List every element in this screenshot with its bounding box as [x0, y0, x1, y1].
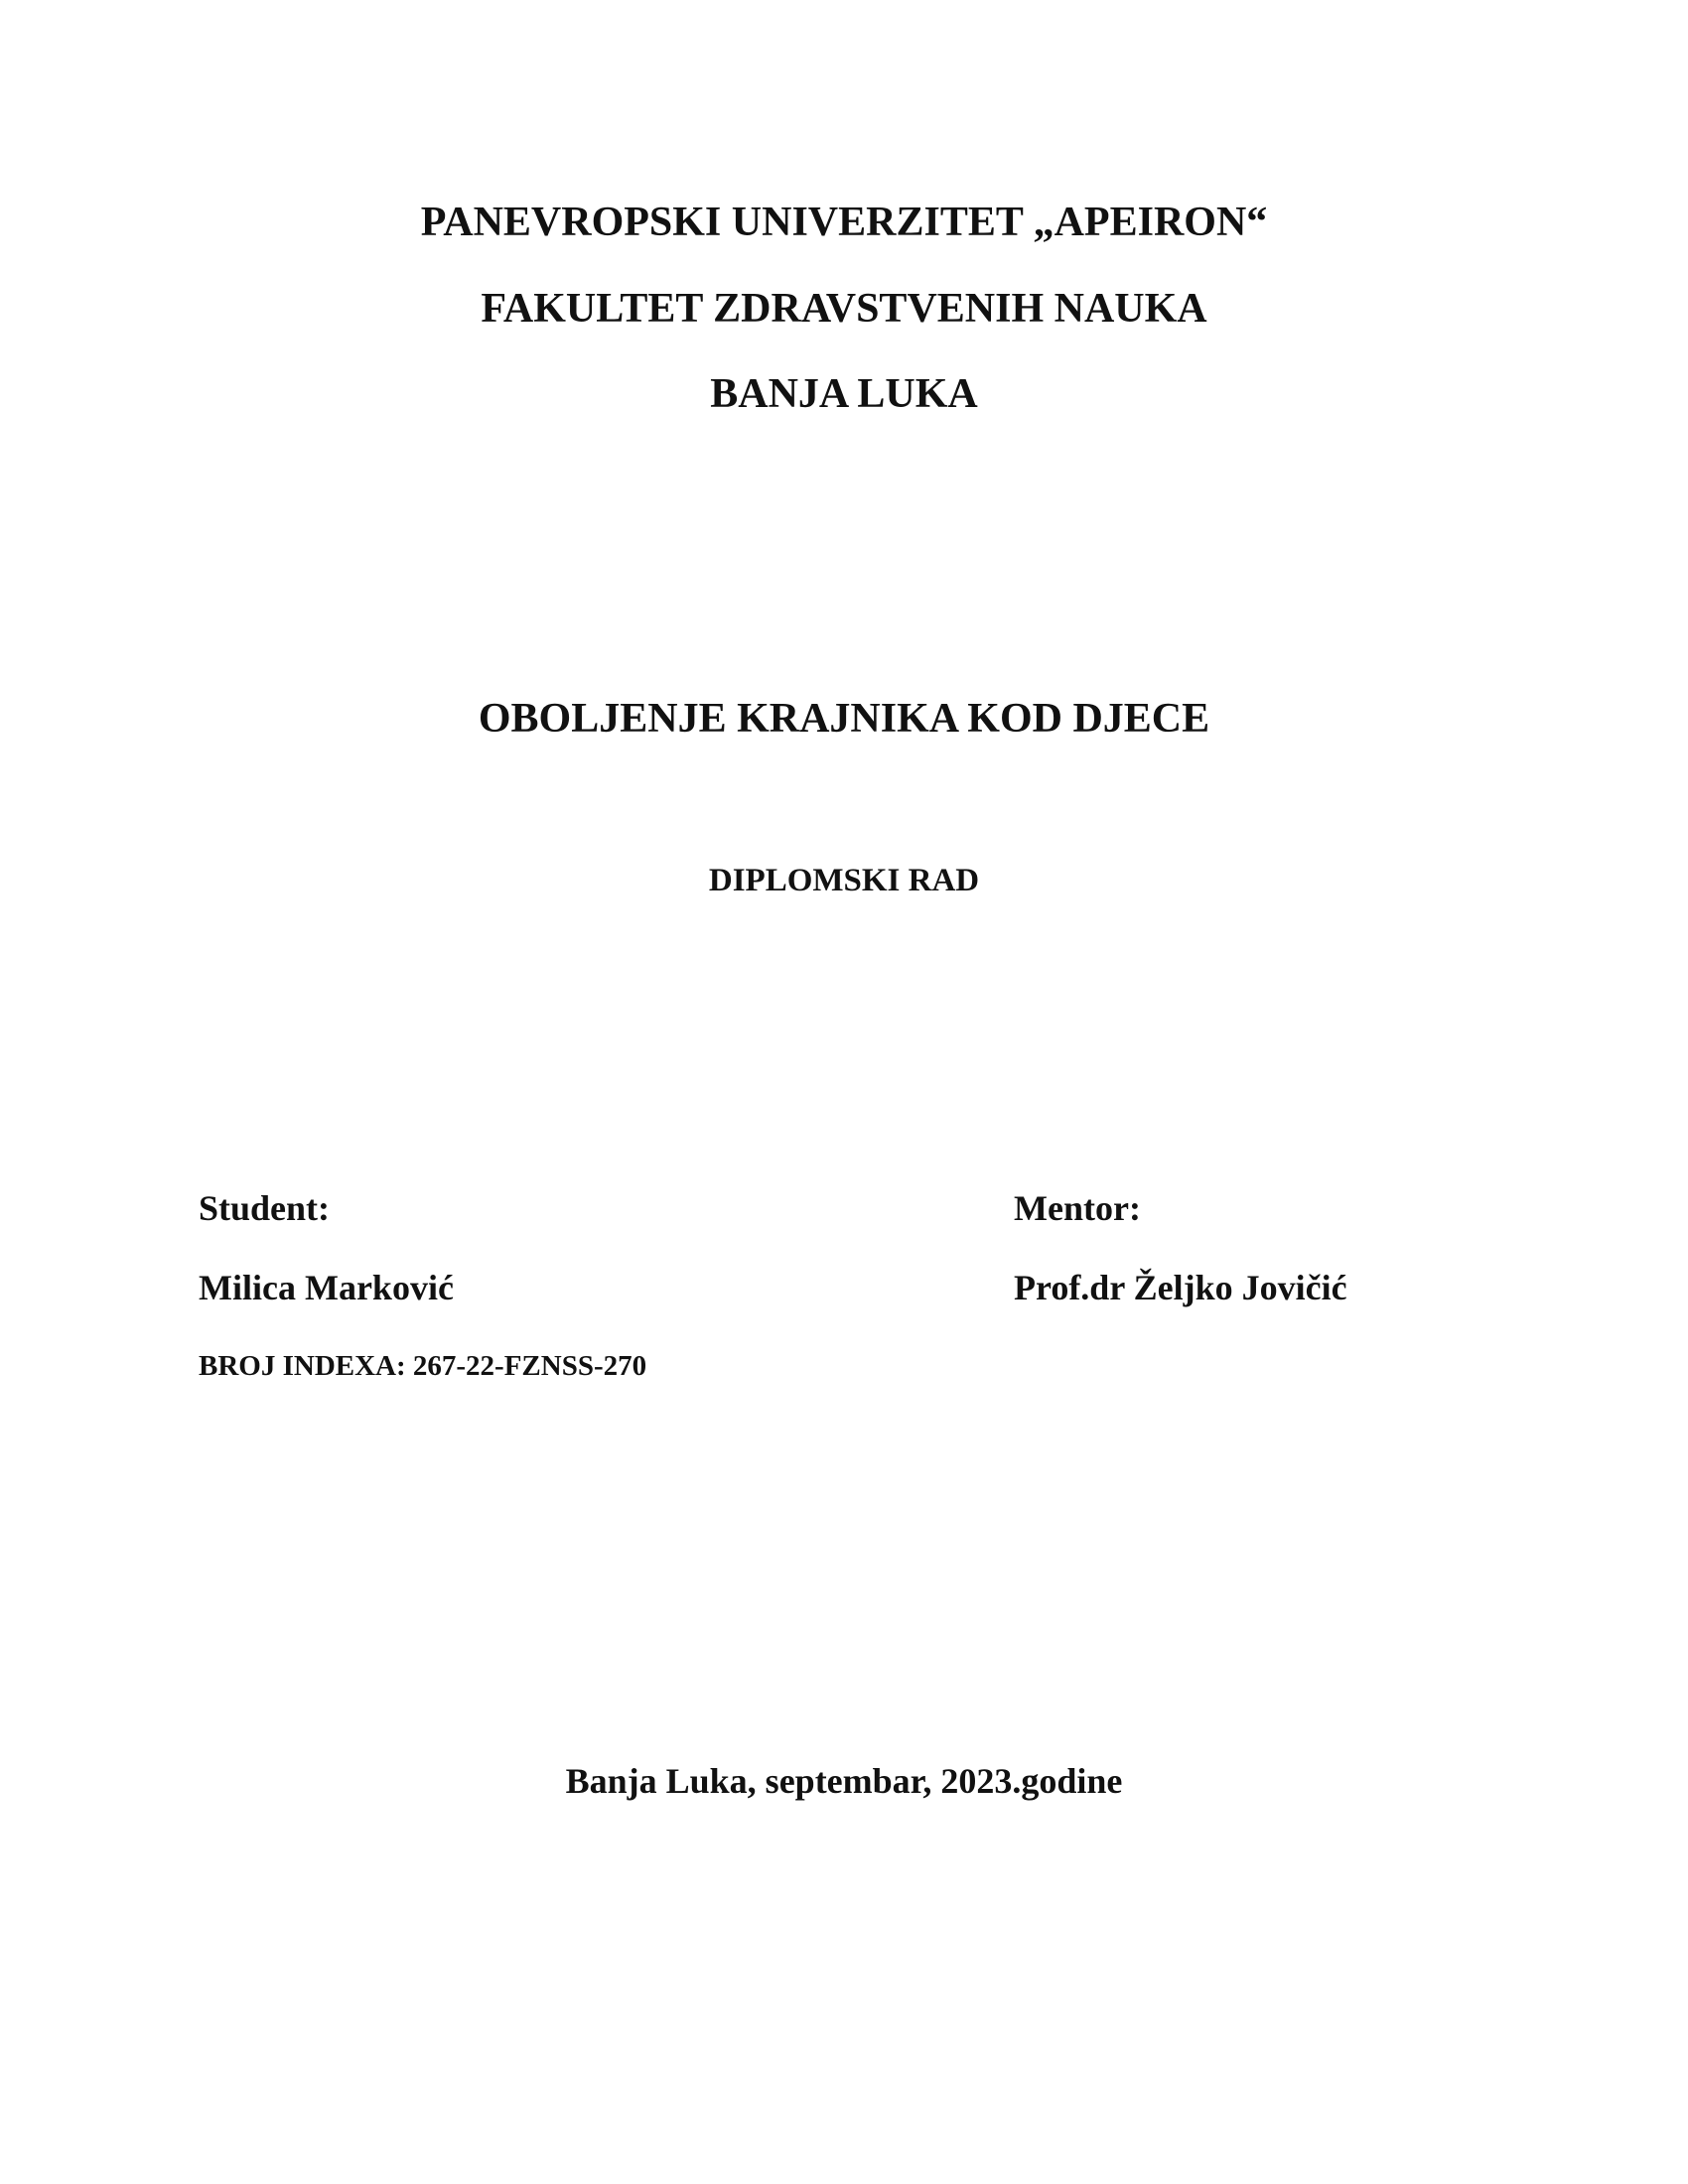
faculty-name: FAKULTET ZDRAVSTVENIH NAUKA	[481, 286, 1207, 332]
city-name: BANJA LUKA	[710, 371, 978, 417]
mentor-label: Mentor:	[1014, 1188, 1141, 1228]
thesis-title: OBOLJENJE KRAJNIKA KOD DJECE	[478, 696, 1210, 742]
student-index-number: BROJ INDEXA: 267-22-FZNSS-270	[199, 1350, 647, 1382]
university-name: PANEVROPSKI UNIVERZITET „APEIRON“	[420, 200, 1268, 245]
mentor-name: Prof.dr Željko Jovičić	[1014, 1268, 1347, 1307]
student-label: Student:	[199, 1188, 331, 1228]
thesis-type: DIPLOMSKI RAD	[708, 863, 980, 898]
student-name: Milica Marković	[199, 1268, 454, 1307]
place-and-date: Banja Luka, septembar, 2023.godine	[565, 1761, 1123, 1801]
